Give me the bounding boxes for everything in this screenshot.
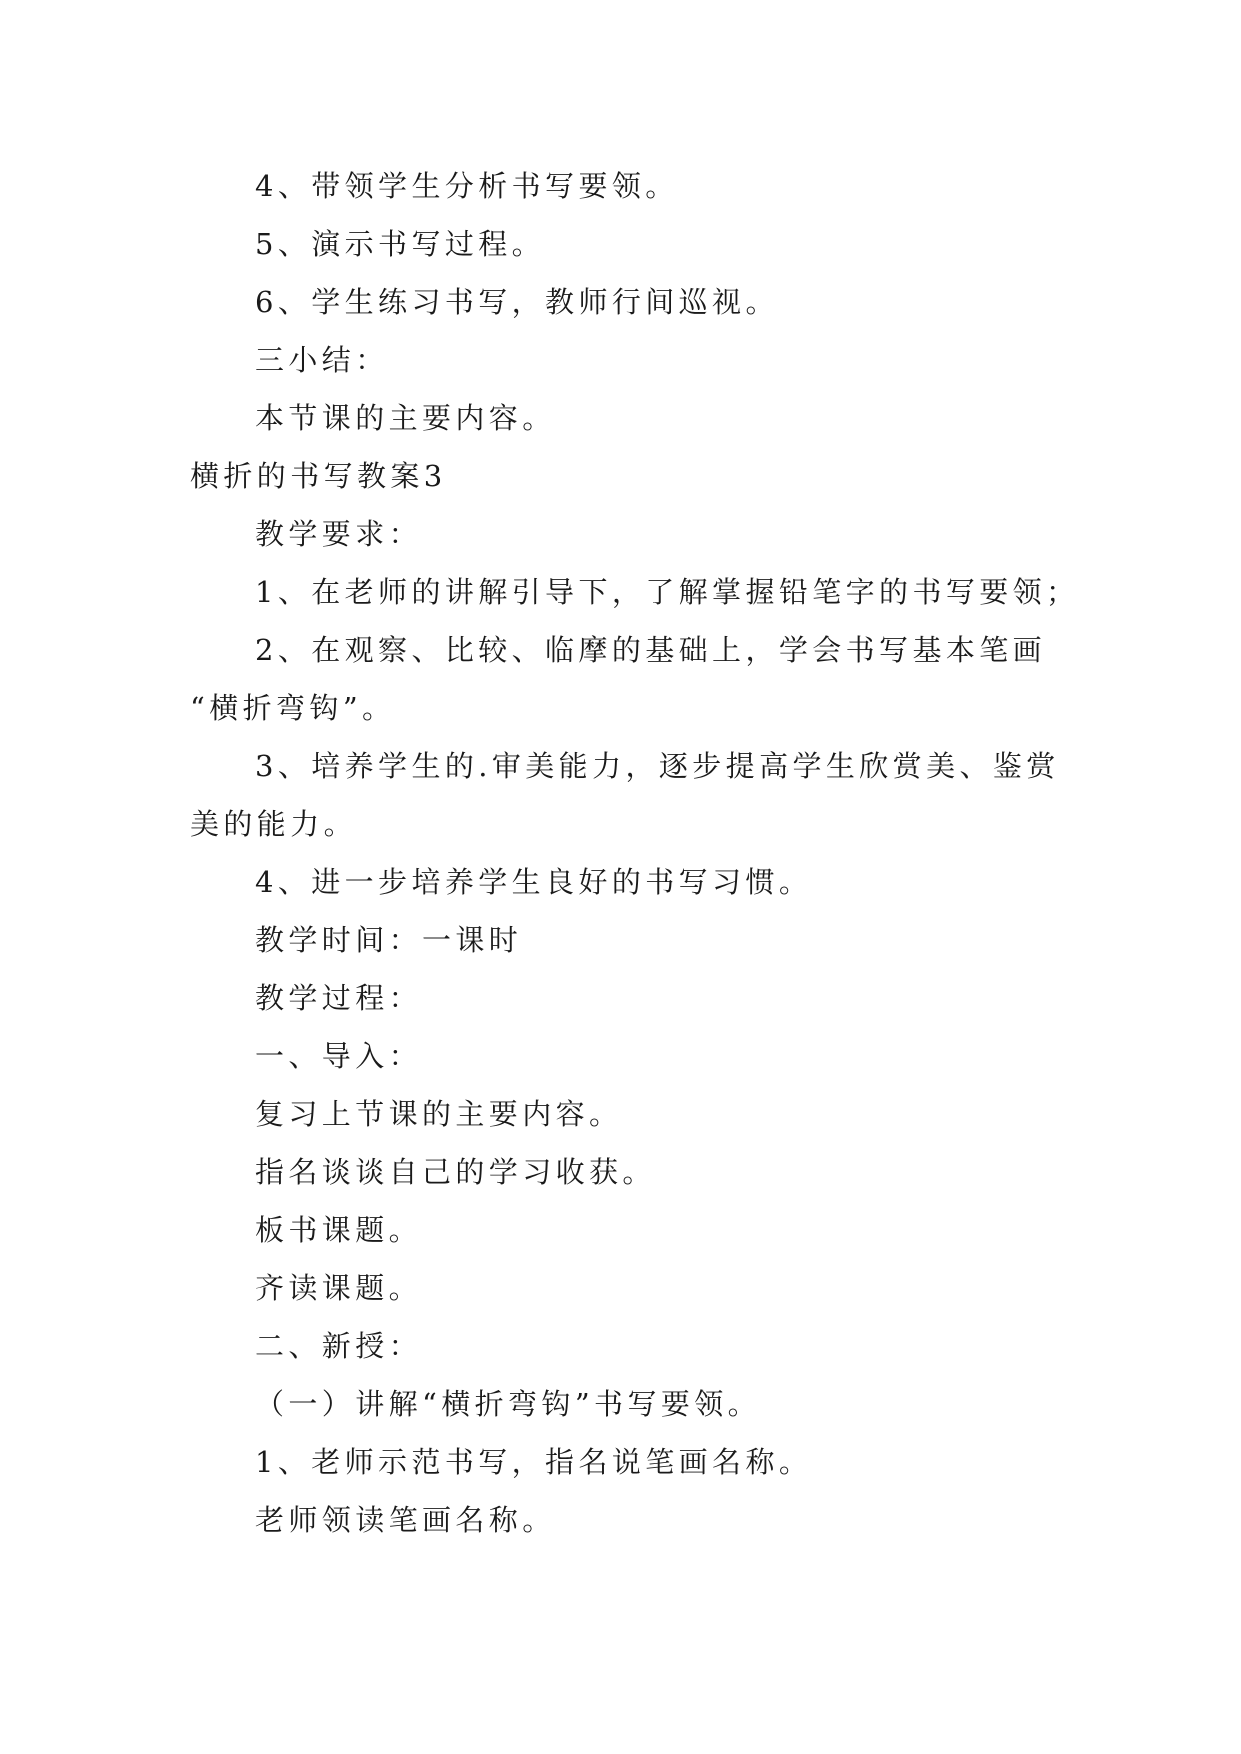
text-line: 复习上节课的主要内容。 (255, 1097, 623, 1131)
text-line: 板书课题。 (255, 1213, 423, 1247)
text-line: 本节课的主要内容。 (255, 401, 556, 435)
text-line: 美的能力。 (190, 807, 358, 841)
text-line: “横折弯钩”。 (190, 691, 396, 725)
text-line: 齐读课题。 (255, 1271, 423, 1305)
text-line: 5、演示书写过程。 (255, 227, 546, 261)
text-line: 1、老师示范书写，指名说笔画名称。 (255, 1445, 813, 1479)
text-line: 6、学生练习书写，教师行间巡视。 (255, 285, 779, 319)
text-line: 指名谈谈自己的学习收获。 (255, 1155, 656, 1189)
text-line: 教学过程： (255, 981, 423, 1015)
text-line: 1、在老师的讲解引导下，了解掌握铅笔字的书写要领； (255, 575, 1080, 609)
text-line: 老师领读笔画名称。 (255, 1503, 556, 1537)
text-line: 4、进一步培养学生良好的书写习惯。 (255, 865, 813, 899)
text-line: 教学要求： (255, 517, 423, 551)
text-line: 3、培养学生的.审美能力，逐步提高学生欣赏美、鉴赏 (255, 749, 1060, 783)
text-line: 一、导入： (255, 1039, 423, 1073)
text-line: 2、在观察、比较、临摩的基础上，学会书写基本笔画 (255, 633, 1047, 667)
text-line: 三小结： (255, 343, 389, 377)
section-heading: 横折的书写教案3 (190, 459, 447, 493)
text-line: 4、带领学生分析书写要领。 (255, 169, 679, 203)
text-line: 二、新授： (255, 1329, 423, 1363)
text-line: 教学时间：一课时 (255, 923, 523, 957)
text-line: （一）讲解“横折弯钩”书写要领。 (255, 1387, 762, 1421)
